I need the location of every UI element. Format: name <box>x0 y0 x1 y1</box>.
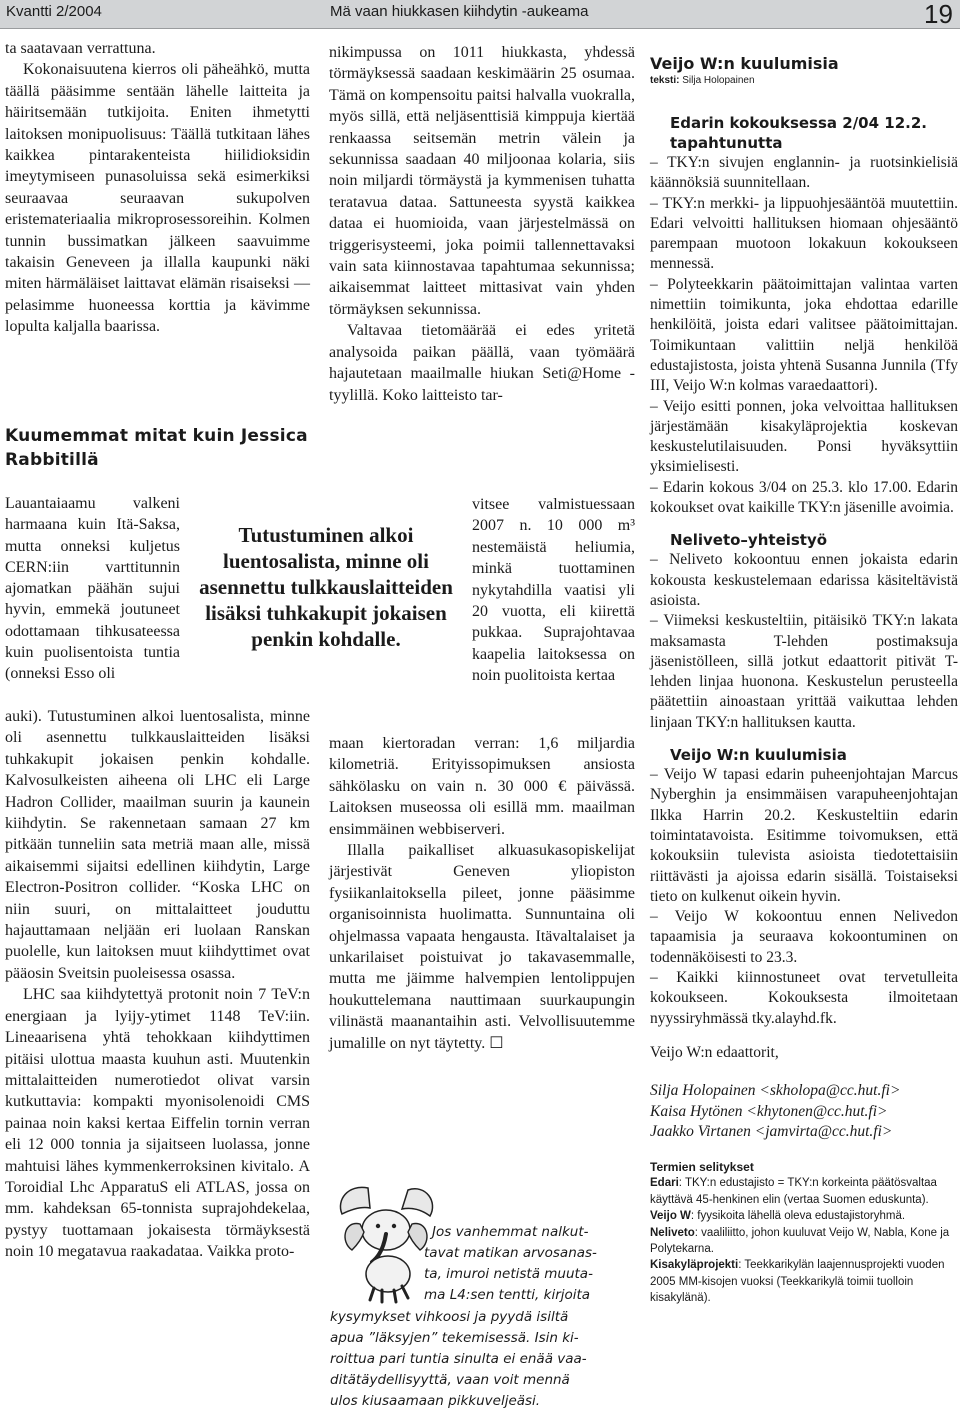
section-title: Mä vaan hiukkasen kiihdytin -aukeama <box>330 3 589 20</box>
signoff-text: Veijo W:n edaattorit, <box>650 1043 779 1061</box>
glossary-title: Termien selitykset <box>650 1159 754 1174</box>
page-header <box>0 0 960 29</box>
article-col1-bottom <box>5 706 310 1263</box>
section-body <box>650 550 958 733</box>
section-heading: Neliveto–yhteistyö <box>670 531 828 550</box>
byline-label: teksti: <box>650 75 680 86</box>
caption-line: ta, imuroi netistä muuta- <box>424 1266 593 1282</box>
glossary-item: Neliveto: vaaliliitto, johon kuuluvat Veijo W, Nabla, Kone ja Polytekarna. <box>650 1226 950 1255</box>
article-col1-top <box>5 38 310 338</box>
paragraph: auki). Tutustuminen alkoi luentosalista, minne oli asennettu tulkkauslaitteiden lisäksi tuhkakupit jokaisen penkin kohdalle. Kalvosulkeisten aiheena oli LHC eli Large Hadron Collider, maailman suurin ja kaunein kiihdytin. Se rakennetaan samaan 27 km pitkään tunneliin sata metriä maan alle, missä aikaisemmi sijaitsi edellinen kiihdytin, Large Electron-Positron collider. “Koska LHC on niin suuri, on mittalaitteet jouduttu hajauttamaan neljään eri luolaan Ranskan puolelle, kun laitoksen muut kiihdyttimet ovat pääosin Sveitsin puoleisessa osassa. <box>5 708 310 982</box>
caption-line: apua ”läksyjen” tekemisessä. Isin ki- <box>330 1330 579 1346</box>
byline-author: Silja Holopainen <box>682 75 755 86</box>
paragraph: Kokonaisuutena kierros oli päheähkö, mutta täällä pääsimme sentään lähelle laitteita ja häiritsemään tutkijoita. Eniten ihmetytti laitoksen monipuolisuus: Täällä tutkitaan lähes kaikkea pintarakenteista hiilidioksidin imeytymiseen punasoluissa sekä esimerkiksi seuraavaa seuraavan sukupolven eristemateriaalia mikroprosessoreihin. Kolmen tunnin bussimatkan jälkeen saavuimme takaisin Geneveen ja illalla kaupunki näki miten härmäläiset laittavat elämän risaiseksi — pelasimme huoneessa korttia ja kävimme lopulta kaljalla baarissa. <box>5 61 310 336</box>
list-item: – TKY:n merkki- ja lippuohjesääntöä muutettiin. Edari velvoitti hallituksen hiomaan ohjesääntö parempaan muotoon lokakuun kokoukseen mennessä. <box>650 194 958 273</box>
article-col2-top <box>329 42 635 406</box>
caption-line: roittua pari tuntia sinulta ei enää vaa- <box>330 1351 587 1367</box>
contact-line: Jaakko Virtanen <jamvirta@cc.hut.fi> <box>650 1123 893 1141</box>
article-col2-narrow <box>472 494 635 687</box>
list-item: – Veijo esitti ponnen, joka velvoittaa hallituksen järjestämään kisakyläprojektia koskevan keskustelutilaisuuden. Ponsi hyväksyttiin yksimielisesti. <box>650 397 958 476</box>
subheading: Kuumemmat mitat kuin Jessica Rabbitillä <box>5 426 308 470</box>
list-item: – Veijo W kokoontuu ennen Nelivedon tapaamisia ja seuraava kokoontuminen on todennäköisesti to 23.3. <box>650 908 958 966</box>
paragraph: Illalla paikalliset alkuasukasopiskelijat järjestivät Geneven yliopiston fysiikanlaitoksella pileet, jonne pääsimme organisoinnista huolimatta. Sunnuntaina oli ohjelmassa vapaata hengausta. Itävaltalaiset ja unkarilaiset poistuivat jo takavasemmalle, mutta me jäimme halvempien lentolippujen houkuttelemana nauttimaan suurkaupungin vilinästä maanantaihin asti. Velvollisuutemme jumalille on nyt täytetty. ☐ <box>329 842 635 1052</box>
list-item: – TKY:n sivujen englannin- ja ruotsinkielisiä käännöksiä suunnitellaan. <box>650 154 958 192</box>
glossary <box>650 1159 958 1307</box>
page-number: 19 <box>924 0 953 29</box>
section-body <box>650 153 958 518</box>
sidebar-title: Veijo W:n kuulumisia <box>650 54 839 73</box>
glossary-item: Veijo W: fyysikoita lähellä oleva edustajistoryhmä. <box>650 1210 906 1223</box>
contact-line: Kaisa Hytönen <khytonen@cc.hut.fi> <box>650 1102 888 1120</box>
caption-line: ulos kiusaamaan pikkuveljeäsi. <box>330 1393 541 1409</box>
caption-line: ditätäydellisyyttä, vaan voit mennä <box>330 1372 570 1388</box>
contact-line: Silja Holopainen <skholopa@cc.hut.fi> <box>650 1082 901 1100</box>
article-col1-narrow <box>5 493 180 685</box>
paragraph: Lauantaiaamu valkeni harmaana kuin Itä-Saksa, mutta onneksi kuljetus CERN:iin varttitunnin ajomatkan päähän sujui hyvin, emmekä joutuneet odottamaan tihkusateessa kuin puolisentoista tuntia (onneksi Esso oli <box>5 495 180 683</box>
paragraph: nikimpussa on 1011 hiukkasta, yhdessä törmäyksessä saadaan keskimäärin 25 osumaa. Tämä on kompensoitu paitsi halvalla vuokralla, myös sillä, että neljäsenttisiä kimppuja kiertää renkaassa seitsemän metrin välein ja sekunnissa saadaan 40 miljoonaa kolaria, siis noin miljardi törmäystä ja kymmenisen tuhatta teratavua dataa. Sattuneesta syystä kaikkea dataa ei huomioida, vaan järjestelmässä on triggerisysteemi, joka poimii tallennettavaksi vain sata kiinnostavaa tapahtumaa sekunnissa; aikaisemmat laitteet mittasivat vain yhden törmäyksen sekunnissa. <box>329 44 635 318</box>
section-body <box>650 765 958 1029</box>
list-item: – Neliveto kokoontuu ennen jokaista edarin kokousta keskustelemaan edarissa käsiteltävistä asioista. <box>650 551 958 609</box>
issue-label: Kvantti 2/2004 <box>6 3 102 20</box>
paragraph: LHC saa kiihdytettyä protonit noin 7 TeV:n energiaan ja lyijy-ytimet 1148 TeV:iin. Lineaarisena yhtä tehokkaan kiihdyttimen pitäisi ulottua maasta kuuhun asti. Muutenkin mittalaitteiden numerotiedot olivat varsin kutkuttavia: kompakti myonisolenoidi CMS painaa noin kaksi kertaa Eiffelin tornin verran eli 12 000 tonnia ja sijaitseen luolassa, jonne mahtuisi lähes kymmenkerroksinen kivitalo. A Toroidial Lhc ApparatuS eli ATLAS, jossa on mm. kahdeksan 65-tonnista suprajohdekelaa, pystyy tuottamaan jokaisesta törmäyksestä noin 10 megatavua raakadataa. Vaikka proto- <box>5 986 310 1261</box>
caption-line: kysymykset vihkoosi ja pyydä isiltä <box>330 1309 569 1325</box>
list-item: – Kaikki kiinnostuneet ovat tervetulleita kokoukseen. Kokouksesta ilmoitetaan nyyssiryhmässä tky.alayhd.fk. <box>650 968 958 1027</box>
pull-quote: Tutustuminen alkoi luentosalista, minne oli asennettu tulkkauslaitteiden lisäksi tuhkakupit jokaisen penkin kohdalle. <box>199 523 453 651</box>
glossary-item: Kisakyläprojekti: Teekkarikylän laajennusprojekti vuoden 2005 MM-kisojen vuoksi (Teekkarikylä toimii tuolloin kisakylänä). <box>650 1259 945 1305</box>
paragraph: Valtavaa tietomäärää ei edes yritetä analysoida paikan päällä, vaan työmäärä hajautetaan maailmalle hiukan Seti@Home -tyylillä. Koko laitteisto tar- <box>329 322 635 404</box>
byline <box>650 74 958 87</box>
paragraph: vitsee valmistuessaan 2007 n. 10 000 m³ nestemäistä heliumia, minkä tuottaminen nykytahdilla vaatisi yli 20 vuotta, eli kiirettä pukkaa. Suprajohtavaa kaapelia laitoksessa on noin puolitoista kertaa <box>472 496 635 685</box>
caption-line: tavat matikan arvosanas- <box>424 1245 597 1261</box>
glossary-item: Edari: TKY:n edustajisto = TKY:n korkeinta päätösvaltaa käyttävä 45-henkinen elin (vertaa Suomen eduskunta). <box>650 1177 937 1206</box>
signoff <box>650 1043 958 1143</box>
paragraph: maan kiertoradan verran: 1,6 miljardia kilometriä. Erityissopimuksen ansiosta sähkölasku on vain n. 30 000 € päivässä. Laitoksen museossa oli esillä mm. maailman ensimmäinen webbiserveri. <box>329 735 635 838</box>
sidebar-column <box>650 54 958 1307</box>
list-item: – Edarin kokous 3/04 on 25.3. klo 17.00. Edarin kokoukset ovat kaikille TKY:n jäsenille avoimia. <box>650 478 958 517</box>
article-col2-bottom <box>329 733 635 1054</box>
section-heading: Veijo W:n kuulumisia <box>670 746 847 765</box>
paragraph: ta saatavaan verrattuna. <box>5 40 156 57</box>
list-item: – Polyteekkarin päätoimittajan valintaa varten nimettiin toimikunta, joka ehdottaa edarille henkilöitä, joista edari valitsee päätoimittajan. Toimikuntaan valittiin neljä henkilöä edustajistosta, joista yhtenä Susanna Junnila (Tfy III, Veijo W:n kolmas varaedaattori). <box>650 275 958 395</box>
caption-line: Jos vanhemmat nalkut- <box>432 1224 589 1240</box>
list-item: – Viimeksi keskusteltiin, pitäisikö TKY:n lakata maksamasta T-lehden postimaksuja jäsenistölleen, sillä jotkut edaattorit pitivät T-lehden linjaa huonona. Keskustelun perusteella päätettiin ainoastaan yrittää vaikuttaa lehden linjaan TKY:n hallituksen kautta. <box>650 612 958 731</box>
caption-line: ma L4:sen tentti, kirjoita <box>424 1287 591 1303</box>
list-item: – Veijo W tapasi edarin puheenjohtajan Marcus Nyberghin ja ensimmäisen varapuheenjohtajan Ilkka Harrin 20.2. Keskusteltiin edarin toimintatavoista. Esitimme toivomuksen, että kokouksiin tulevista asioista tiedotettaisiin riittävästi ja ajoissa edarin sisällä. Toistaiseksi tieto on kulkenut oikein hyvin. <box>650 766 958 905</box>
section-heading: Edarin kokouksessa 2/04 12.2. tapahtunutta <box>670 114 927 152</box>
